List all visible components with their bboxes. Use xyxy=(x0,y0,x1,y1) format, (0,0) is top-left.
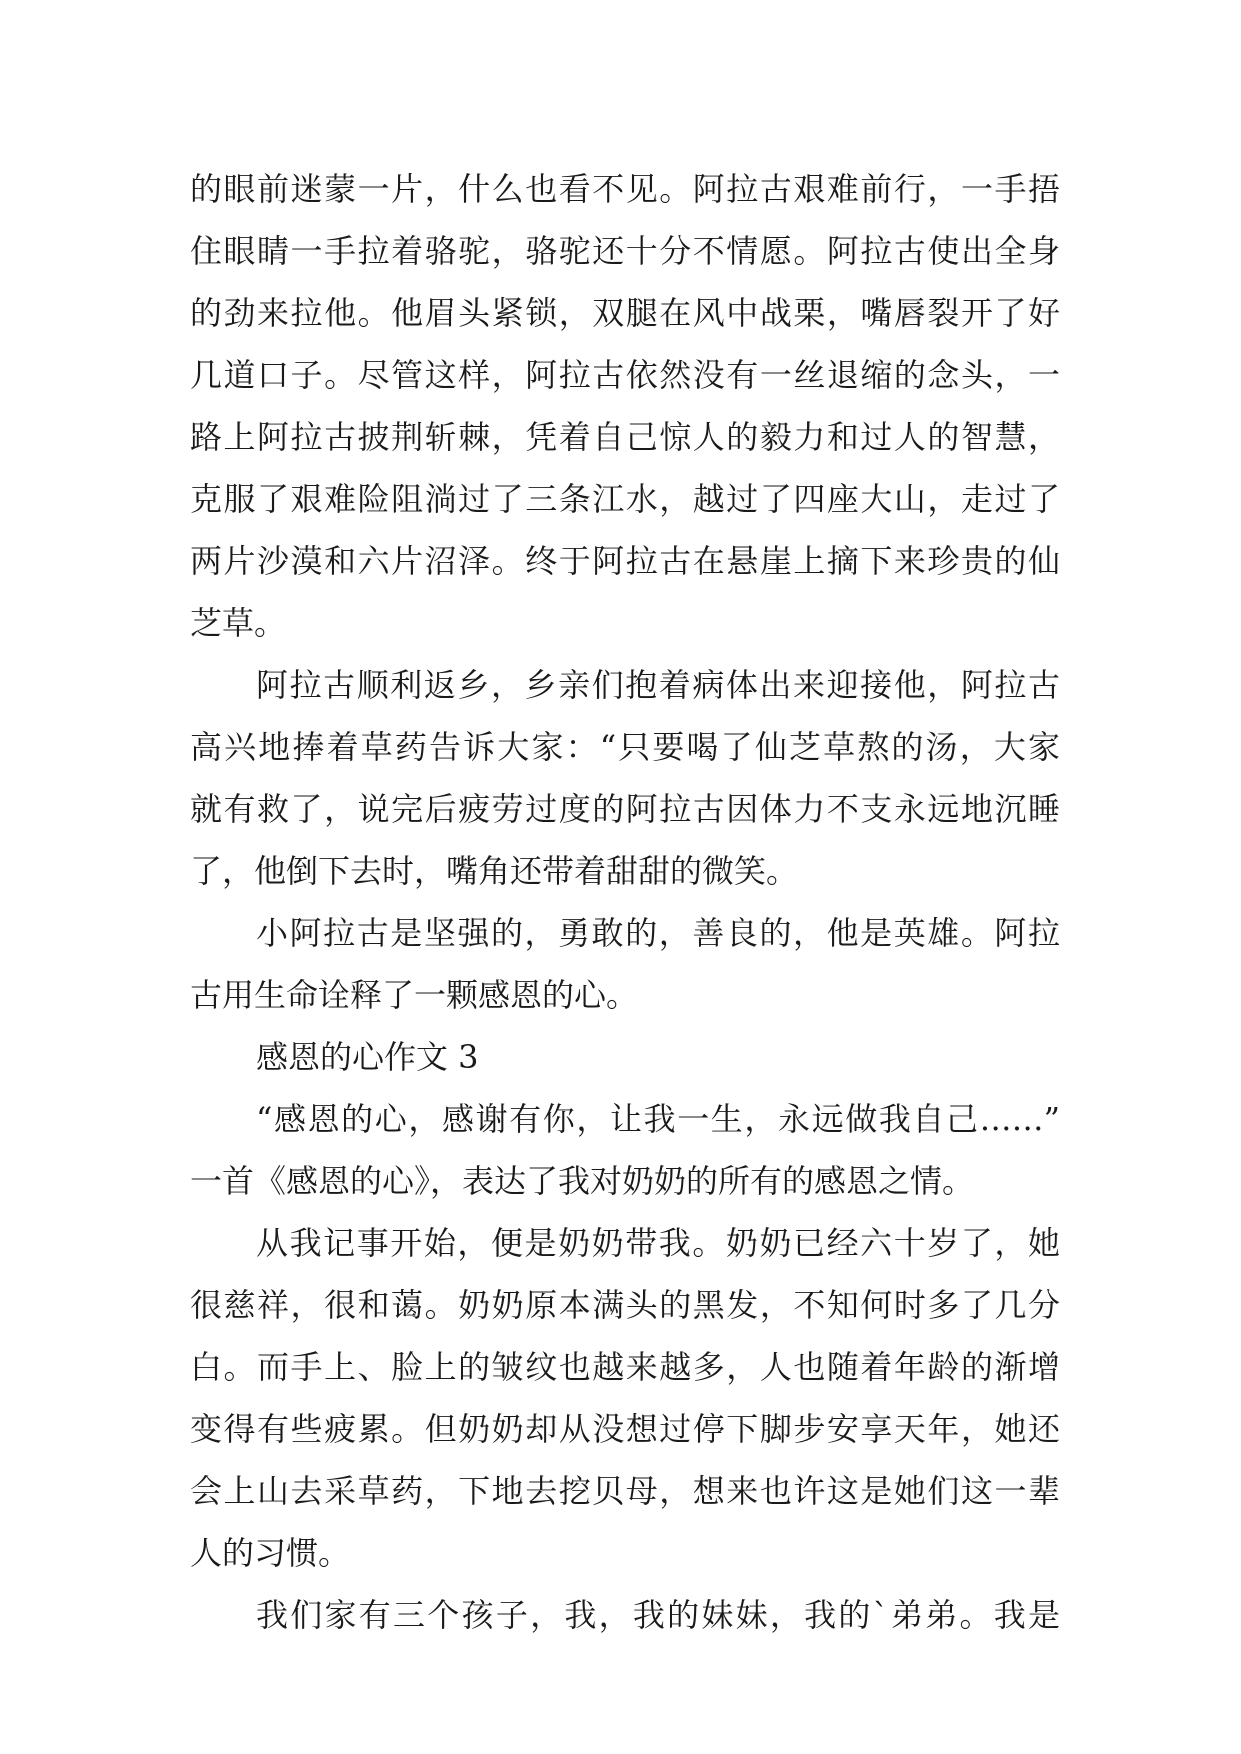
text-line: 路上阿拉古披荆斩棘，凭着自己惊人的毅力和过人的智慧， xyxy=(190,418,1060,456)
body-text xyxy=(190,158,1060,1646)
text-line: 芝草。 xyxy=(190,604,287,642)
text-line: 古用生命诠释了一颗感恩的心。 xyxy=(190,976,639,1014)
text-line: 一首《感恩的心》，表达了我对奶奶的所有的感恩之情。 xyxy=(190,1162,975,1200)
text-line: 人的习惯。 xyxy=(190,1534,351,1572)
text-line: 的劲来拉他。他眉头紧锁，双腿在风中战栗，嘴唇裂开了好 xyxy=(190,294,1060,332)
text-line: 的眼前迷蒙一片，什么也看不见。阿拉古艰难前行，一手捂 xyxy=(190,170,1060,208)
text-line: 就有救了，说完后疲劳过度的阿拉古因体力不支永远地沉睡 xyxy=(190,790,1060,828)
text-line: 白。而手上、脸上的皱纹也越来越多，人也随着年龄的渐增 xyxy=(190,1348,1060,1386)
paragraph-first-line: 阿拉古顺利返乡，乡亲们抱着病体出来迎接他，阿拉古 xyxy=(256,666,1060,704)
text-line: 变得有些疲累。但奶奶却从没想过停下脚步安享天年，她还 xyxy=(190,1410,1060,1448)
paragraph-first-line: “感恩的心，感谢有你，让我一生，永远做我自己……” xyxy=(256,1100,1060,1138)
text-line: 很慈祥，很和蔼。奶奶原本满头的黑发，不知何时多了几分 xyxy=(190,1286,1060,1324)
text-line: 住眼睛一手拉着骆驼，骆驼还十分不情愿。阿拉古使出全身 xyxy=(190,232,1060,270)
text-line: 两片沙漠和六片沼泽。终于阿拉古在悬崖上摘下来珍贵的仙 xyxy=(190,542,1060,580)
text-line: 几道口子。尽管这样，阿拉古依然没有一丝退缩的念头，一 xyxy=(190,356,1060,394)
text-line: 高兴地捧着草药告诉大家：“只要喝了仙芝草熬的汤，大家 xyxy=(190,728,1060,766)
paragraph-first-line: 我们家有三个孩子，我，我的妹妹，我的`弟弟。我是 xyxy=(256,1596,1060,1634)
paragraph-first-line: 小阿拉古是坚强的，勇敢的，善良的，他是英雄。阿拉 xyxy=(256,914,1060,952)
text-line: 克服了艰难险阻淌过了三条江水，越过了四座大山，走过了 xyxy=(190,480,1060,518)
section-heading: 感恩的心作文 3 xyxy=(256,1038,479,1076)
text-line: 会上山去采草药，下地去挖贝母，想来也许这是她们这一辈 xyxy=(190,1472,1060,1510)
text-line: 了，他倒下去时，嘴角还带着甜甜的微笑。 xyxy=(190,852,799,890)
paragraph-first-line: 从我记事开始，便是奶奶带我。奶奶已经六十岁了，她 xyxy=(256,1224,1060,1262)
